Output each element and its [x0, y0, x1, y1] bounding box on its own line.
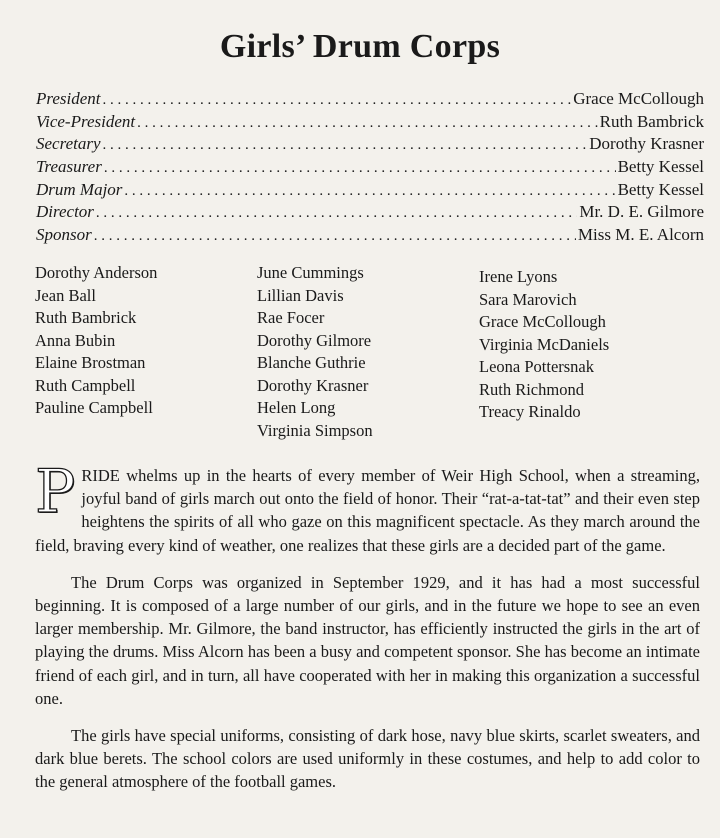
officer-name: Grace McCollough: [573, 89, 704, 108]
dot-leader: [96, 202, 577, 225]
member-name: Leona Pottersnak: [479, 357, 595, 376]
officer-title: Sponsor: [36, 225, 92, 245]
dot-leader: [94, 225, 576, 248]
paragraph-3: The girls have special uniforms, consisting of dark hose, navy blue skirts, scarlet sweaters, and dark blue berets. The school colors are used uniformly in these costumes, and help to add color to the general atmosphere of the football games.: [35, 726, 700, 792]
page-title: Girls’ Drum Corps: [219, 28, 501, 65]
officer-title: Drum Major: [36, 179, 123, 199]
officer-title: Vice-President: [36, 111, 136, 131]
dot-leader: [103, 134, 588, 157]
member-name: June Cummings: [257, 263, 364, 282]
member-name: Pauline Campbell: [35, 398, 153, 417]
officer-name: Ruth Bambrick: [599, 111, 704, 131]
dot-leader: [124, 180, 615, 203]
member-name: Irene Lyons: [479, 267, 558, 286]
member-name: Dorothy Anderson: [35, 263, 158, 282]
member-name: Dorothy Gilmore: [257, 330, 372, 350]
member-name: Ruth Bambrick: [35, 308, 137, 327]
member-name: Virginia Simpson: [257, 420, 373, 440]
officer-name: Dorothy Krasner: [589, 134, 704, 154]
officer-title: Secretary: [36, 134, 101, 154]
member-name: Ruth Richmond: [479, 379, 584, 399]
officer-row-drum-major: [36, 179, 704, 202]
officer-row-vice-president: [36, 111, 704, 134]
member-name: Anna Bubin: [35, 330, 116, 350]
members-column-3: [479, 266, 609, 424]
paragraph-2: The Drum Corps was organized in September 1929, and it has had a most successful beginning. It is composed of a large number of our girls, and in the future we hope to see an even larger membership. Mr. Gilmore, the band instructor, has efficiently instructed the girls in the art of playing the drums. Miss Alcorn has been a busy and competent sponsor. She has become an intimate friend of each girl, and in turn, all have cooperated with her in making this organization a successful one.: [35, 572, 700, 708]
officer-name: Miss M. E. Alcorn: [577, 225, 704, 245]
officer-title: Director: [36, 202, 94, 222]
officer-name: Mr. D. E. Gilmore: [579, 202, 704, 222]
officer-name: Betty Kessel: [617, 179, 704, 199]
officer-row-director: [36, 201, 704, 224]
officer-row-secretary: [36, 133, 704, 156]
officers-list: [36, 88, 704, 247]
officer-title: President: [36, 89, 101, 108]
dot-leader: [104, 157, 616, 180]
officer-title: Treasurer: [36, 157, 102, 177]
member-name: Treacy Rinaldo: [479, 402, 581, 421]
member-name: Jean Ball: [35, 285, 96, 305]
member-name: Blanche Guthrie: [257, 353, 366, 372]
officer-row-president: [36, 88, 704, 111]
officer-row-sponsor: [36, 224, 704, 247]
dot-leader: [137, 112, 598, 135]
paragraph-1: [35, 457, 700, 557]
member-name: Sara Marovich: [479, 289, 577, 309]
officer-name: Betty Kessel: [617, 157, 704, 177]
members-list: [0, 262, 720, 442]
drop-cap: P: [35, 457, 76, 527]
paragraph-1-text: RIDE whelms up in the hearts of every member of Weir High School, when a streaming, joyful band of girls march out onto the field of honor. Their “rat-a-tat-tat” and their even step heightens the spirits of all who gaze on this magnificent spectacle. As they march around the field, braving every kind of weather, one realizes that these girls are a decided part of the game.: [35, 466, 700, 555]
member-name: Ruth Campbell: [35, 375, 136, 395]
member-name: Lillian Davis: [257, 285, 344, 305]
members-column-2: [257, 262, 373, 442]
member-name: Elaine Brostman: [35, 353, 146, 372]
members-column-1: [35, 262, 157, 420]
member-name: Dorothy Krasner: [257, 375, 369, 395]
member-name: Helen Long: [257, 398, 336, 417]
dot-leader: [103, 89, 572, 112]
member-name: Virginia McDaniels: [479, 334, 610, 354]
member-name: Grace McCollough: [479, 312, 606, 331]
member-name: Rae Focer: [257, 308, 325, 327]
officer-row-treasurer: [36, 156, 704, 179]
article-body: [35, 457, 700, 808]
